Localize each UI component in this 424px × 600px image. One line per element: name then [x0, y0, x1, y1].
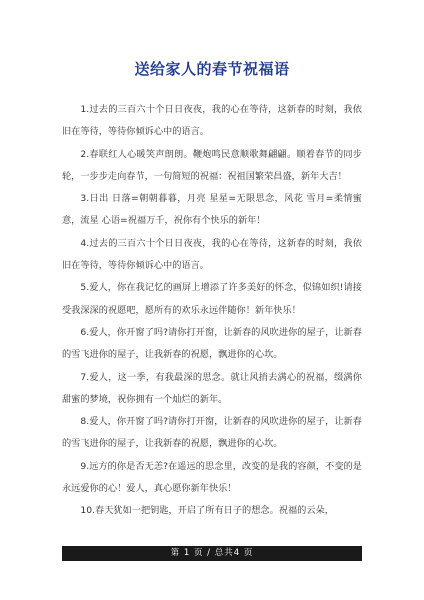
paragraph: 4.过去的三百六十个日日夜夜，我的心在等待，这新春的时刻，我依旧在等待，等待你倾诉心中的语言。	[62, 237, 362, 272]
paragraph: 6.爱人，你开窗了吗?请你打开窗，让新春的风吹进你的屋子，让新春的雪飞进你的屋子，让我新春的祝愿，飘进你的心坎。	[62, 326, 362, 361]
paragraph: 9.远方的你是否无恙?在遥远的思念里，改变的是我的容颜，不变的是永远爱你的心！爱人，真心愿你新年快乐！	[62, 460, 362, 495]
paragraph: 1.过去的三百六十个日日夜夜，我的心在等待，这新春的时刻，我依旧在等待，等待你倾诉心中的语言。	[62, 104, 362, 138]
paragraph: 7.爱人，这一季，有我最深的思念。就让风捎去满心的祝福，缀满你甜蜜的梦境，祝你拥有一个灿烂的新年。	[62, 371, 362, 405]
paragraph: 5.爱人，你在我记忆的画屏上增添了许多美好的怀念，似锦如织!请接受我深深的祝愿吧，愿所有的欢乐永远伴随你！新年快乐！	[62, 282, 362, 316]
paragraph: 2.春联红人心暖笑声朗朗。鞭炮鸣民意顺歌舞翩翩。顺着春节的同步轮，一步步走向春节，一句简短的祝福：祝祖国繁荣昌盛，新年大吉！	[62, 148, 362, 182]
paragraph: 3.日出 日落=朝朝暮暮，月亮 星星=无限思念，风花 雪月=柔情蜜意，流星 心语=祝福万千，祝你有个快乐的新年！	[62, 193, 362, 227]
page-indicator-bar: 第 1 页 / 总共4 页	[62, 546, 362, 561]
paragraph: 8.爱人，你开窗了吗?请你打开窗，让新春的风吹进你的屋子，让新春的雪飞进你的屋子，让我新春的祝愿，飘进你的心坎。	[62, 416, 362, 450]
document-body	[62, 99, 362, 523]
document-title: 送给家人的春节祝福语	[134, 60, 290, 78]
paragraph: 10.春天犹如一把钥匙，开启了所有日子的想念。祝福的云朵，	[80, 505, 334, 517]
